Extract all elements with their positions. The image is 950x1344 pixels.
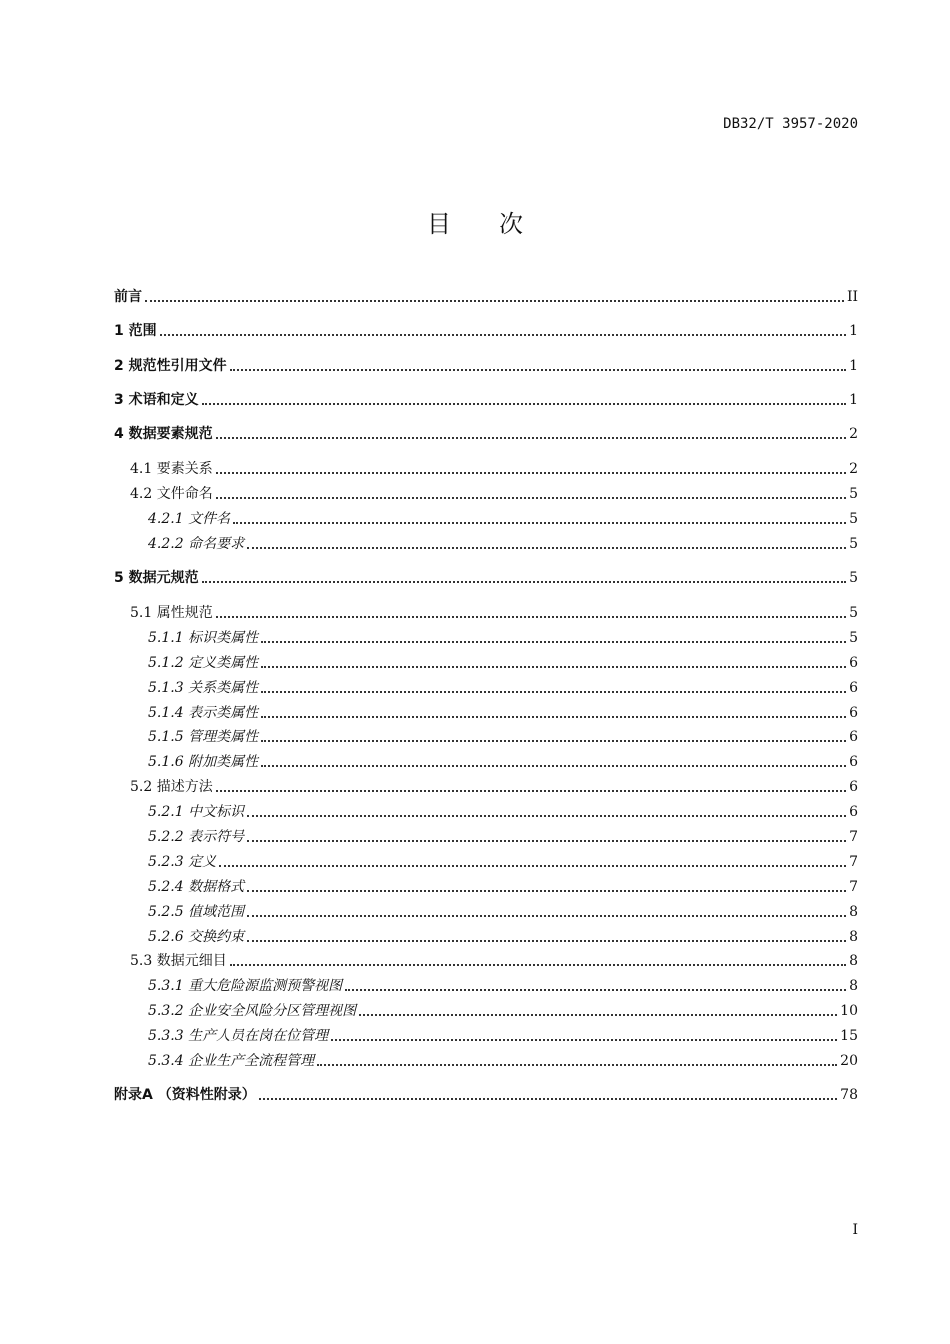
toc-entry-label: 5.1.3 关系类属性	[148, 680, 259, 696]
toc-entry-label: 1 范围	[114, 323, 157, 339]
toc-entry-label: 5.3.1 重大危险源监测预警视图	[148, 978, 343, 994]
dot-leader	[247, 547, 846, 549]
toc-entry-label: 附录A （资料性附录）	[114, 1087, 256, 1103]
dot-leader	[247, 840, 846, 842]
toc-entry[interactable]	[114, 628, 858, 648]
toc-entry-label: 4.1 要素关系	[130, 461, 213, 477]
toc-entry-page: 8	[849, 953, 858, 969]
toc-entry[interactable]	[114, 1001, 858, 1021]
toc-entry[interactable]	[114, 727, 858, 747]
toc-entry-page: 7	[849, 879, 858, 895]
toc-entry-page: 6	[849, 655, 858, 671]
toc-entry-page: 20	[840, 1053, 858, 1069]
toc-entry[interactable]	[114, 1051, 858, 1071]
dot-leader	[261, 716, 846, 718]
toc-entry-page: 78	[840, 1087, 858, 1103]
toc-entry-page: 8	[849, 929, 858, 945]
dot-leader	[261, 765, 846, 767]
toc-entry[interactable]	[114, 752, 858, 772]
dot-leader	[233, 522, 846, 524]
toc-entry[interactable]	[114, 424, 858, 444]
toc-entry-page: 6	[849, 754, 858, 770]
toc-entry-page: 6	[849, 804, 858, 820]
dot-leader	[247, 890, 846, 892]
toc-entry-page: II	[846, 289, 858, 305]
page-number: I	[852, 1222, 858, 1238]
dot-leader	[216, 437, 846, 439]
toc-entry[interactable]	[114, 1026, 858, 1046]
toc-entry-page: 5	[849, 570, 858, 586]
dot-leader	[219, 865, 846, 867]
toc-entry[interactable]	[114, 777, 858, 797]
toc-entry-label: 3 术语和定义	[114, 392, 199, 408]
toc-entry-label: 5.1.5 管理类属性	[148, 729, 259, 745]
dot-leader	[216, 616, 846, 618]
dot-leader	[230, 964, 846, 966]
toc-entry[interactable]	[114, 1085, 858, 1105]
toc-entry[interactable]	[114, 951, 858, 971]
toc-entry-page: 1	[849, 323, 858, 339]
toc-entry[interactable]	[114, 902, 858, 922]
dot-leader	[261, 740, 846, 742]
toc-entry[interactable]	[114, 877, 858, 897]
toc-entry-page: 2	[849, 461, 858, 477]
toc-entry-label: 5.2 描述方法	[130, 779, 213, 795]
toc-entry-page: 5	[849, 630, 858, 646]
dot-leader	[261, 641, 846, 643]
toc-entry-page: 5	[849, 536, 858, 552]
toc-entry[interactable]	[114, 509, 858, 529]
toc-entry-page: 6	[849, 779, 858, 795]
dot-leader	[216, 790, 846, 792]
dot-leader	[247, 815, 846, 817]
dot-leader	[261, 666, 846, 668]
dot-leader	[216, 472, 846, 474]
toc-entry-label: 5 数据元规范	[114, 570, 199, 586]
toc-entry-label: 5.1.6 附加类属性	[148, 754, 259, 770]
toc-entry-label: 5.3.2 企业安全风险分区管理视图	[148, 1003, 357, 1019]
toc-entry-page: 6	[849, 680, 858, 696]
toc-entry-page: 10	[840, 1003, 858, 1019]
toc-entry-page: 1	[849, 392, 858, 408]
toc-entry-label: 5.2.1 中文标识	[148, 804, 245, 820]
page-title: 目次	[427, 210, 571, 238]
toc-entry[interactable]	[114, 653, 858, 673]
toc-entry-label: 5.3.4 企业生产全流程管理	[148, 1053, 315, 1069]
toc-entry-page: 1	[849, 358, 858, 374]
toc-entry-label: 5.1.4 表示类属性	[148, 705, 259, 721]
toc-entry[interactable]	[114, 356, 858, 376]
toc-entry-label: 2 规范性引用文件	[114, 358, 227, 374]
toc-entry-page: 6	[849, 729, 858, 745]
toc-entry-page: 6	[849, 705, 858, 721]
toc-entry-label: 4.2.1 文件名	[148, 511, 231, 527]
toc-entry[interactable]	[114, 678, 858, 698]
dot-leader	[317, 1064, 837, 1066]
toc-entry[interactable]	[114, 459, 858, 479]
toc-entry-label: 5.2.5 值域范围	[148, 904, 245, 920]
toc-entry-label: 4.2.2 命名要求	[148, 536, 245, 552]
toc-entry-page: 15	[840, 1028, 858, 1044]
toc-entry[interactable]	[114, 827, 858, 847]
dot-leader	[216, 497, 846, 499]
toc-entry-label: 5.3.3 生产人员在岗在位管理	[148, 1028, 329, 1044]
toc-entry[interactable]	[114, 603, 858, 623]
toc-entry-page: 2	[849, 426, 858, 442]
toc-entry[interactable]	[114, 802, 858, 822]
toc-entry[interactable]	[114, 703, 858, 723]
toc-entry-page: 8	[849, 904, 858, 920]
toc-entry[interactable]	[114, 321, 858, 341]
toc-entry[interactable]	[114, 927, 858, 947]
toc-entry-page: 7	[849, 854, 858, 870]
document-code: DB32/T 3957-2020	[723, 116, 858, 132]
toc-entry-label: 5.1.2 定义类属性	[148, 655, 259, 671]
toc-entry-label: 5.2.6 交换约束	[148, 929, 245, 945]
dot-leader	[160, 334, 846, 336]
toc-entry[interactable]	[114, 484, 858, 504]
toc-entry-label: 5.1.1 标识类属性	[148, 630, 259, 646]
toc-entry-label: 4.2 文件命名	[130, 486, 213, 502]
toc-entry-page: 5	[849, 486, 858, 502]
toc-entry-label: 5.2.4 数据格式	[148, 879, 245, 895]
dot-leader	[202, 403, 846, 405]
dot-leader	[230, 369, 846, 371]
toc-entry-page: 5	[849, 511, 858, 527]
dot-leader	[202, 581, 846, 583]
dot-leader	[331, 1039, 837, 1041]
toc-entry-page: 8	[849, 978, 858, 994]
toc-entry[interactable]	[114, 534, 858, 554]
toc-entry-label: 前言	[114, 289, 142, 305]
toc-entry-label: 4 数据要素规范	[114, 426, 213, 442]
toc-entry[interactable]	[114, 390, 858, 410]
dot-leader	[145, 300, 844, 302]
toc-entry[interactable]	[114, 976, 858, 996]
toc-entry[interactable]	[114, 852, 858, 872]
toc-entry[interactable]	[114, 568, 858, 588]
dot-leader	[259, 1098, 837, 1100]
dot-leader	[261, 691, 846, 693]
toc-entry-label: 5.3 数据元细目	[130, 953, 227, 969]
toc-entry-page: 5	[849, 605, 858, 621]
toc-entry[interactable]	[114, 287, 858, 307]
toc-entry-label: 5.2.2 表示符号	[148, 829, 245, 845]
toc-entry-label: 5.2.3 定义	[148, 854, 217, 870]
toc-entry-label: 5.1 属性规范	[130, 605, 213, 621]
dot-leader	[247, 915, 846, 917]
dot-leader	[345, 989, 846, 991]
dot-leader	[359, 1014, 837, 1016]
toc-entry-page: 7	[849, 829, 858, 845]
dot-leader	[247, 940, 846, 942]
